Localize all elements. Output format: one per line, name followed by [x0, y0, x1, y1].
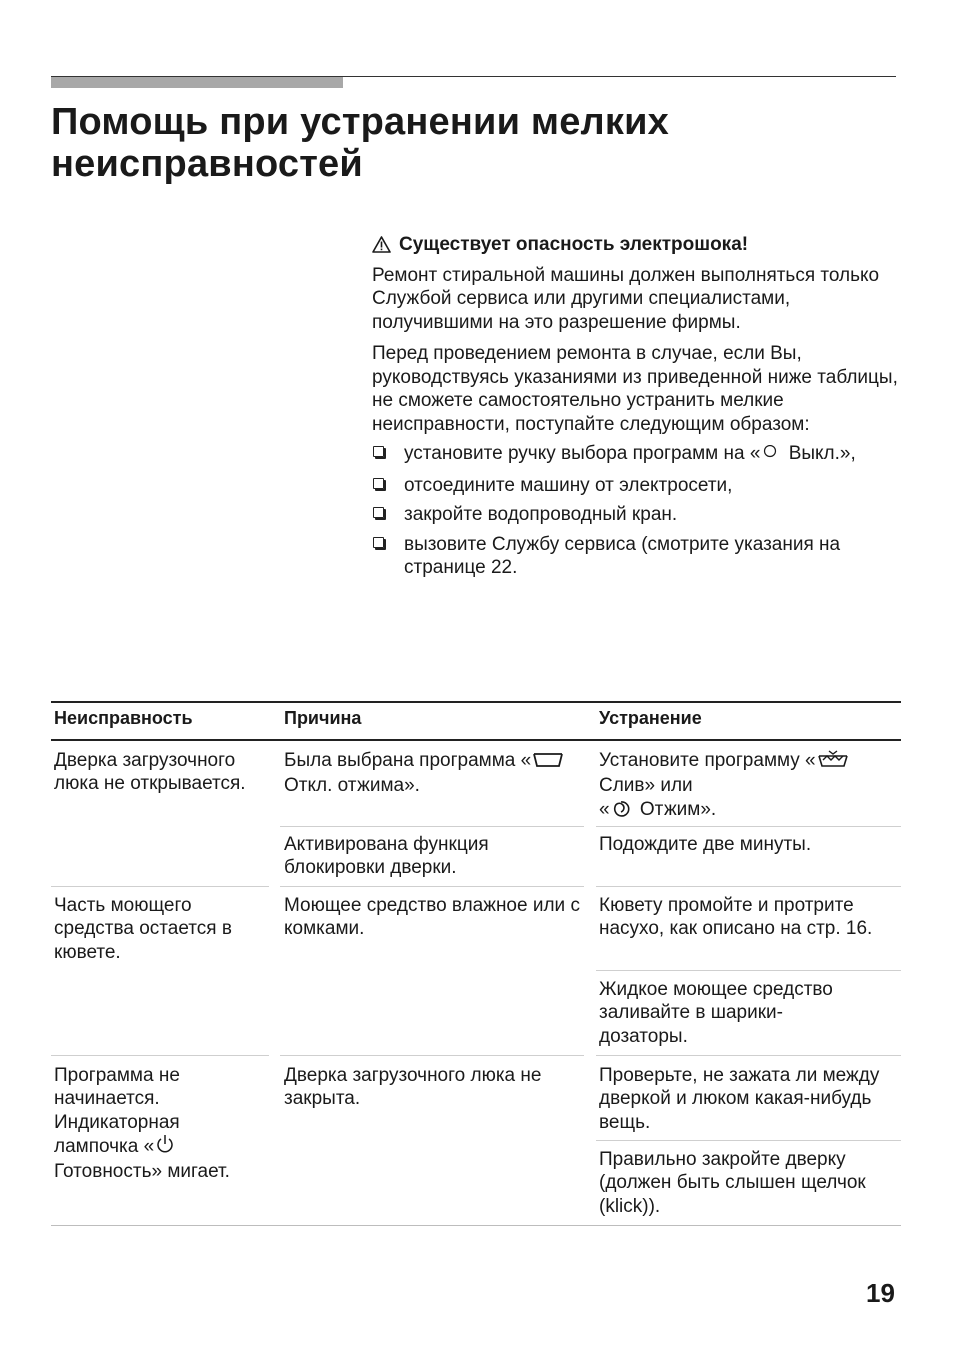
checkbox-bullet-icon — [373, 537, 384, 548]
warning-paragraph-2: Перед проведением ремонта в случае, если Вы, руководствуясь указаниями из приведенной ниже таблицы, не сможете самостоятельно устранить мелкие неисправности, поступайте следующим образом: — [372, 343, 898, 435]
column-header-remedy: Устранение — [599, 708, 702, 728]
remedy-cell: Подождите две минуты. — [599, 834, 812, 855]
warning-heading — [372, 233, 912, 257]
table-header-rule — [51, 739, 901, 741]
fault-cell: Дверка загрузочного люка не открывается. — [54, 750, 246, 795]
step-text: отсоедините машину от электросети, — [404, 474, 733, 496]
remedy-cell: Проверьте, не зажата ли между дверкой и люком какая-нибудь вещь. — [599, 1065, 880, 1133]
row-divider — [51, 1055, 269, 1056]
header-accent-bar — [51, 77, 343, 88]
cell-divider — [280, 826, 584, 827]
warning-paragraph-1: Ремонт стиральной машины должен выполняться только Службой сервиса или другими специалистами, получившими на это разрешение фирмы. — [372, 264, 880, 333]
checkbox-bullet-icon — [373, 446, 384, 457]
remedy-cell: Кювету промойте и протрите насухо, как описано на стр. 16. — [599, 895, 873, 940]
off-circle-icon — [761, 444, 779, 468]
row-divider — [596, 1055, 901, 1056]
warning-triangle-icon — [372, 236, 391, 253]
warning-block — [372, 233, 912, 586]
drain-icon — [817, 750, 849, 774]
row-divider — [51, 886, 269, 887]
cell-divider — [596, 1140, 901, 1141]
checkbox-bullet-icon — [373, 507, 384, 518]
cell-divider — [596, 826, 901, 827]
remedy-cell: Установите программу « Слив» или « Отжим». — [599, 749, 899, 823]
table-top-rule — [51, 701, 901, 703]
step-text: установите ручку выбора программ на « — [404, 443, 761, 464]
column-header-fault: Неисправность — [54, 708, 193, 728]
table-bottom-rule — [51, 1225, 901, 1226]
cause-cell: Была выбрана программа « Откл. отжима». — [284, 749, 574, 798]
column-header-cause: Причина — [284, 708, 362, 728]
cause-cell: Моющее средство влажное или с комками. — [284, 895, 580, 940]
cause-cell: Активирована функция блокировки дверки. — [284, 834, 489, 879]
warning-heading-text: Существует опасность электрошока! — [399, 234, 749, 255]
remedy-cell: Жидкое моющее средство заливайте в шарики-дозаторы. — [599, 979, 833, 1047]
page-title: Помощь при устранении мелких неисправностей — [51, 101, 669, 185]
page-number: 19 — [866, 1278, 895, 1308]
row-divider — [280, 886, 584, 887]
step-item — [372, 503, 912, 527]
row-divider — [596, 886, 901, 887]
step-text-end: Выкл.», — [783, 443, 856, 464]
step-text: вызовите Службу сервиса (смотрите указания на странице 22. — [404, 533, 841, 578]
fault-cell: Часть моющего средства остается в кювете. — [54, 895, 232, 963]
cell-divider — [596, 970, 901, 971]
fault-cell: Программа не начинается. Индикаторная лампочка « Готовность» мигает. — [54, 1065, 230, 1183]
remedy-cell: Правильно закройте дверку (должен быть слышен щелчок (klick)). — [599, 1149, 866, 1217]
step-item — [372, 474, 912, 498]
cause-cell: Дверка загрузочного люка не закрыта. — [284, 1065, 542, 1110]
checkbox-bullet-icon — [373, 478, 384, 489]
tub-no-spin-icon — [532, 750, 564, 774]
step-text: закройте водопроводный кран. — [404, 504, 678, 525]
step-item — [372, 533, 912, 580]
spin-icon — [611, 799, 631, 823]
power-icon — [155, 1134, 175, 1160]
steps-list — [372, 442, 912, 580]
row-divider — [280, 1055, 584, 1056]
step-item — [372, 442, 912, 468]
